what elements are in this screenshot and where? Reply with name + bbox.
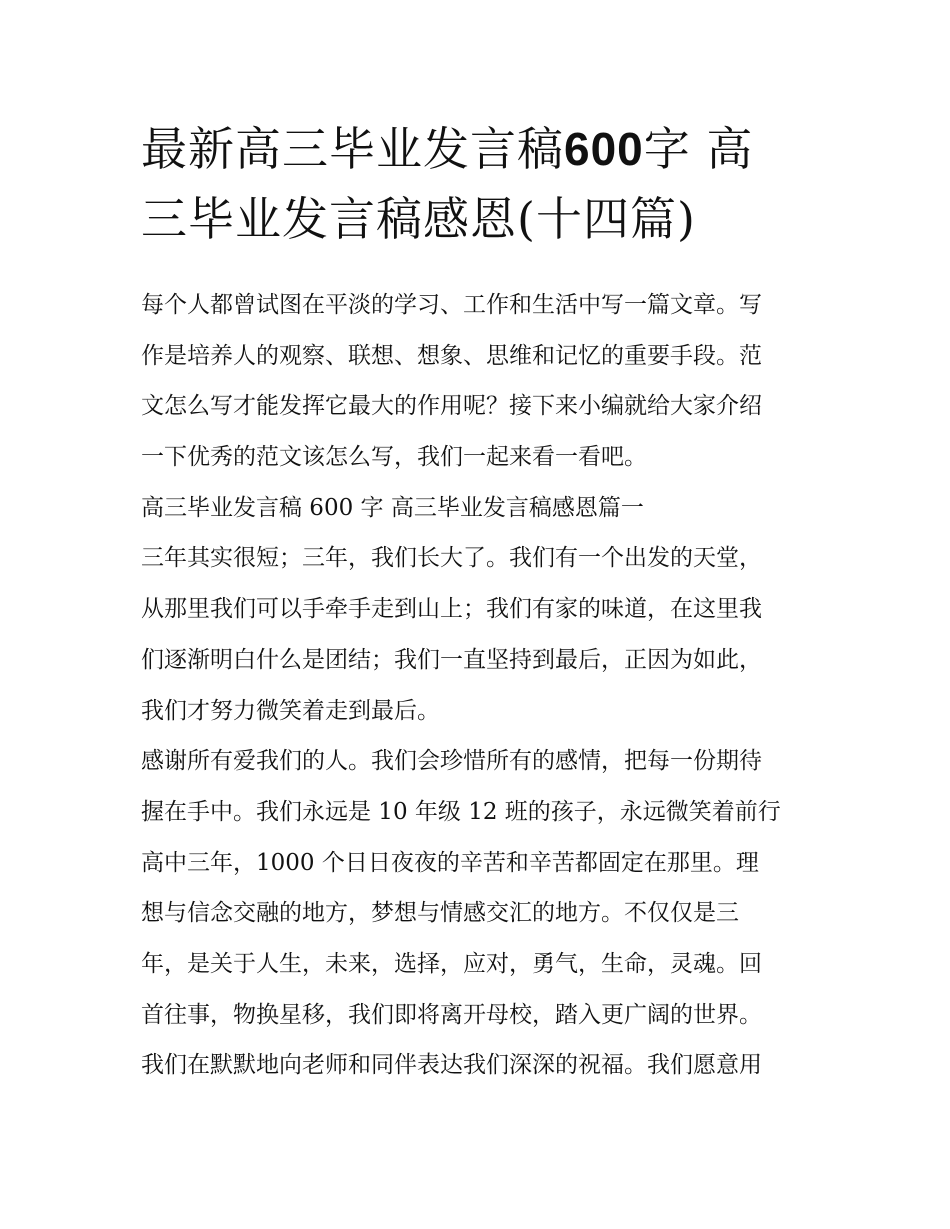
title-line-2	[141, 184, 821, 254]
body-line: 三年其实很短；三年，我们长大了。我们有一个出发的天堂，	[141, 545, 762, 572]
body-line: 们逐渐明白什么是团结；我们一直坚持到最后，正因为如此，	[141, 646, 762, 673]
section-heading: 高三毕业发言稿 600 字 高三毕业发言稿感恩篇一	[141, 494, 644, 521]
title-line-1-number: 600	[564, 123, 644, 175]
body-line: 从那里我们可以手牵手走到山上；我们有家的味道，在这里我	[141, 596, 762, 623]
body-line: 作是培养人的观察、联想、想象、思维和记忆的重要手段。范	[141, 342, 762, 369]
body-line: 首往事，物换星移，我们即将离开母校，踏入更广阔的世界。	[141, 1001, 762, 1028]
body-line: 感谢所有爱我们的人。我们会珍惜所有的感情，把每一份期待	[141, 748, 762, 775]
body-line: 握在手中。我们永远是 10 年级 12 班的孩子，永远微笑着前行	[141, 798, 781, 825]
body-line: 高中三年，1000 个日日夜夜的辛苦和辛苦都固定在那里。理	[141, 849, 759, 876]
document-body	[141, 280, 821, 1091]
body-line: 每个人都曾试图在平淡的学习、工作和生活中写一篇文章。写	[141, 292, 762, 318]
body-line: 想与信念交融的地方，梦想与情感交汇的地方。不仅仅是三	[141, 900, 739, 927]
title-line-1-part-a: 最新高三毕业发言稿	[141, 122, 564, 176]
body-line: 一下优秀的范文该怎么写，我们一起来看一看吧。	[141, 444, 647, 471]
title-line-2-text: 三毕业发言稿感恩(十四篇)	[141, 192, 696, 246]
document-title	[141, 114, 821, 254]
body-line: 我们在默默地向老师和同伴表达我们深深的祝福。我们愿意用	[141, 1052, 762, 1079]
title-line-1	[141, 114, 821, 184]
title-line-1-part-b: 字 高	[643, 122, 754, 176]
body-line: 文怎么写才能发挥它最大的作用呢？接下来小编就给大家介绍	[141, 393, 762, 420]
body-line: 我们才努力微笑着走到最后。	[141, 697, 440, 724]
body-line: 年，是关于人生，未来，选择，应对，勇气，生命，灵魂。回	[141, 950, 762, 977]
